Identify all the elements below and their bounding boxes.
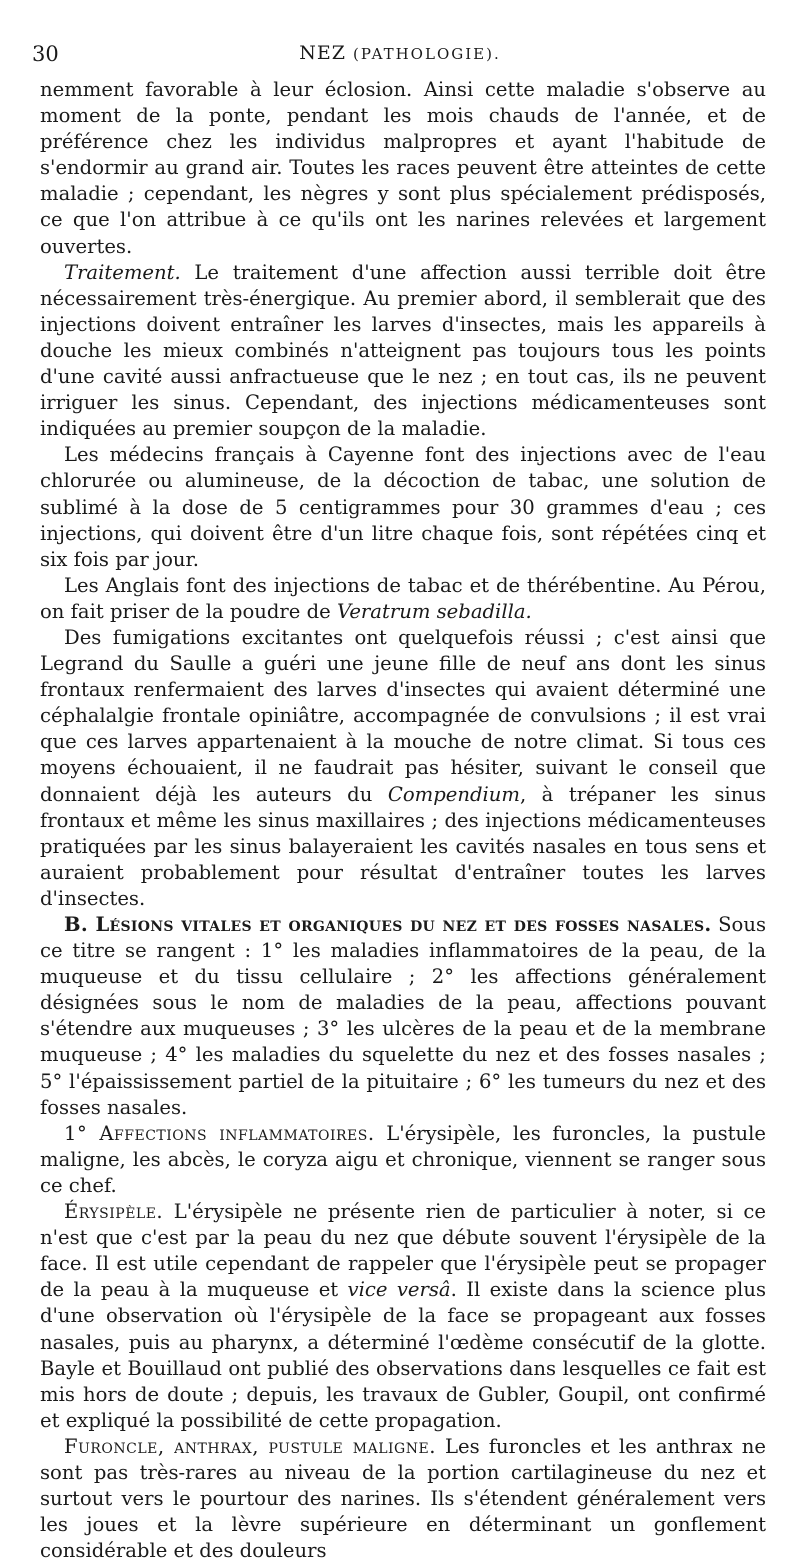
section-heading-affections: 1° Affections inflammatoires. bbox=[64, 1121, 375, 1145]
page-number: 30 bbox=[32, 42, 59, 66]
paragraph-text: . Il existe dans la science plus d'une observation où l'érysipèle de la face se propageant aux fosses nasales, puis au pharynx, a déterminé l'œdème consécutif de la glotte. Bayle et Bouillaud ont publié des observations dans lesquelles ce fait est mis hors de doute ; depuis, les travaux de Gubler, Goupil, ont confirmé et expliqué la possibilité de cette propagation. bbox=[40, 1278, 766, 1432]
paragraph-text: L'érysipèle ne présente rien de particulier à noter, si ce n'est que c'est par la peau du nez que débute souvent l'érysipèle de la face. Il est utile cependant de rappeler que l'érysipèle peut se propager de la peau à la muqueuse et bbox=[40, 1200, 766, 1302]
paragraph-text: Des fumigations excitantes ont quelquefois réussi ; c'est ainsi que Legrand du Saulle a guéri une jeune fille de neuf ans dont les sinus frontaux renfermaient des larves d'insectes qui avaient déterminé une céphalalgie frontale opiniâtre, accompagnée de convulsions ; il est vrai que ces larves appartenaient à la mouche de notre climat. Si tous ces moyens échouaient, il ne faudrait pas hésiter, suivant le conseil que donnaient déjà les auteurs du bbox=[40, 625, 766, 806]
paragraph-text: L'érysipèle, les furoncles, la pustule maligne, les abcès, le coryza aigu et chronique, viennent se ranger sous ce chef. bbox=[40, 1121, 766, 1197]
italic-term: Veratrum sebadilla. bbox=[336, 599, 532, 623]
running-title bbox=[32, 42, 768, 64]
paragraph-traitement bbox=[40, 260, 766, 443]
paragraph-text: Sous ce titre se rangent : 1° les maladies inflammatoires de la peau, de la muqueuse et du tissu cellulaire ; 2° les affections généralement désignées sous le nom de maladies de la peau, affections pouvant s'étendre aux muqueuses ; 3° les ulcères de la peau et de la membrane muqueuse ; 4° les maladies du squelette du nez et des fosses nasales ; 5° l'épaississement partiel de la pituitaire ; 6° les tumeurs du nez et des fosses nasales. bbox=[40, 913, 767, 1119]
section-heading-erysipele: Érysipèle. bbox=[64, 1200, 164, 1224]
section-heading-furoncle: Furoncle, anthrax, pustule maligne. bbox=[64, 1434, 436, 1458]
paragraph-lesions bbox=[40, 912, 766, 1121]
paragraph-anglais bbox=[40, 573, 766, 625]
italic-term: Compendium bbox=[387, 782, 520, 806]
paragraph-affections bbox=[40, 1121, 766, 1199]
section-heading-lesions: B. Lésions vitales et organiques du nez et des fosses nasales. bbox=[64, 913, 712, 936]
running-title-sub: (PATHOLOGIE). bbox=[353, 45, 501, 63]
running-title-main: NEZ bbox=[299, 42, 346, 64]
paragraph-furoncle bbox=[40, 1434, 766, 1564]
italic-term: vice versâ bbox=[347, 1278, 451, 1302]
paragraph-erysipele bbox=[40, 1199, 766, 1434]
paragraph-text: , à trépaner les sinus frontaux et même les sinus maxillaires ; des injections médicamenteuses pratiquées par les sinus balayeraient les cavités nasales en tous sens et auraient probablement pour résultat d'entraîner toutes les larves d'insectes. bbox=[40, 782, 766, 910]
paragraph-text: Le traitement d'une affection aussi terrible doit être nécessairement très-énergique. Au premier abord, il semblerait que des injections doivent entraîner les larves d'insectes, mais les appareils à douche les mieux combinés n'atteignent pas toujours tous les points d'une cavité aussi anfractueuse que le nez ; en tout cas, ils ne peuvent irriguer les sinus. Cependant, des injections médicamenteuses sont indiquées au premier soupçon de la maladie. bbox=[40, 260, 766, 441]
paragraph-cayenne: Les médecins français à Cayenne font des injections avec de l'eau chlorurée ou alumineuse, de la décoction de tabac, une solution de sublimé à la dose de 5 centigrammes pour 30 grammes d'eau ; ces injections, qui doivent être d'un litre chaque fois, sont répétées cinq et six fois par jour. bbox=[40, 443, 766, 571]
paragraph-fumigations bbox=[40, 625, 766, 912]
page-body bbox=[40, 77, 766, 1564]
paragraph-text: Les Anglais font des injections de tabac et de thérébentine. Au Pérou, on fait priser de la poudre de bbox=[40, 573, 766, 623]
section-heading-traitement: Traitement. bbox=[64, 260, 181, 284]
paragraph-text: Les furoncles et les anthrax ne sont pas très-rares au niveau de la portion cartilagineuse du nez et surtout vers le pourtour des narines. Ils s'étendent généralement vers les joues et la lèvre supérieure en déterminant un gonflement considérable et des douleurs bbox=[40, 1434, 766, 1563]
running-header bbox=[32, 42, 768, 70]
paragraph-continuation: nemment favorable à leur éclosion. Ainsi cette maladie s'observe au moment de la ponte, pendant les mois chauds de l'année, et de préférence chez les individus malpropres et ayant l'habitude de s'endormir au grand air. Toutes les races peuvent être atteintes de cette maladie ; cependant, les nègres y sont plus spécialement prédisposés, ce que l'on attribue à ce qu'ils ont les narines relevées et largement ouvertes. bbox=[40, 78, 766, 258]
